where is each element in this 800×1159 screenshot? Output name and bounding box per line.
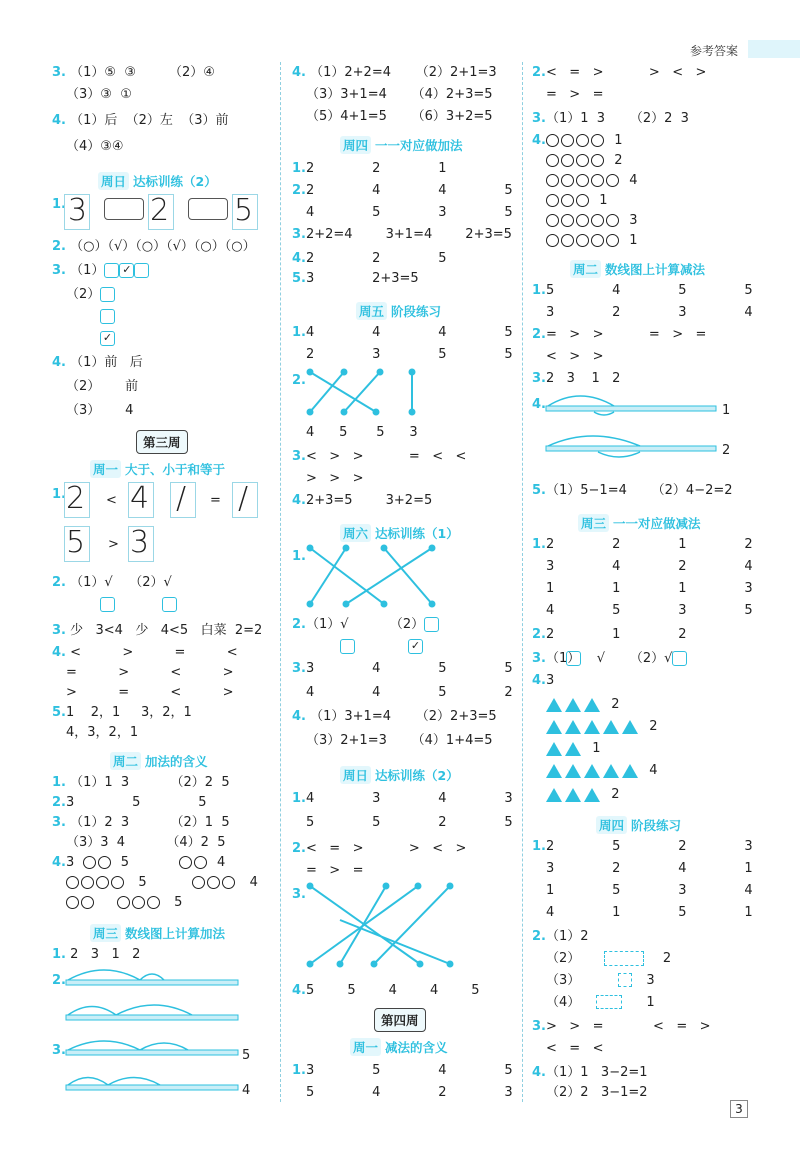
answer: （4）③④ — [66, 139, 124, 154]
dots-card — [104, 198, 144, 220]
section-heading: 周四 一一对应做加法 — [340, 136, 463, 154]
digit: 2 — [66, 481, 86, 516]
answer: （○）（√）（○）（√）（○）（○） — [70, 239, 256, 254]
answer: （1）后 （2）左 （3）前 — [70, 113, 229, 128]
answer: （2） 前 — [66, 379, 139, 394]
column-divider — [522, 62, 523, 1102]
digit: 5 — [66, 525, 86, 560]
section-heading: 周日 达标训练（2） — [340, 766, 459, 784]
digit: / — [238, 481, 249, 516]
matching-lines — [300, 368, 430, 416]
digit: 5 — [234, 193, 254, 228]
column-divider — [280, 62, 281, 1102]
section-heading: 周五 阶段练习 — [356, 302, 441, 320]
page-number: 3 — [730, 1100, 748, 1118]
header-title: 参考答案 — [690, 44, 739, 58]
section-heading: 周一 大于、小于和等于 — [90, 460, 225, 478]
week-label: 第三周 — [136, 430, 188, 454]
number-line-figure — [64, 1030, 244, 1100]
answer: （1）⑤ ③ （2）④ — [70, 65, 215, 80]
digit: 3 — [130, 525, 150, 560]
number-line-figure — [544, 388, 720, 464]
week-label: 第四周 — [374, 1008, 426, 1032]
section-heading: 周一 减法的含义 — [350, 1038, 448, 1056]
digit: 3 — [68, 193, 88, 228]
dots-card — [188, 198, 228, 220]
section-heading: 周三 一一对应做减法 — [578, 514, 701, 532]
section-heading: 周二 数线图上计算减法 — [570, 260, 705, 278]
digit: / — [176, 481, 187, 516]
dots-box — [618, 973, 632, 987]
answer: （1）前 后 — [70, 355, 143, 370]
answer: （3） 4 — [66, 403, 134, 418]
section-heading: 周三 数线图上计算加法 — [90, 924, 225, 942]
dots-box — [604, 951, 644, 966]
answer: （3）③ ① — [66, 87, 132, 102]
dots-box — [596, 995, 622, 1009]
digit: 4 — [130, 481, 150, 516]
matching-lines — [300, 880, 470, 970]
matching-lines — [300, 544, 450, 610]
digit: 2 — [150, 193, 170, 228]
number-line-figure — [64, 960, 244, 1030]
section-heading: 周日 达标训练（2） — [98, 172, 217, 190]
header-bar — [748, 40, 800, 58]
section-heading: 周四 阶段练习 — [596, 816, 681, 834]
section-heading: 周六 达标训练（1） — [340, 524, 459, 542]
section-heading: 周二 加法的含义 — [110, 752, 208, 770]
